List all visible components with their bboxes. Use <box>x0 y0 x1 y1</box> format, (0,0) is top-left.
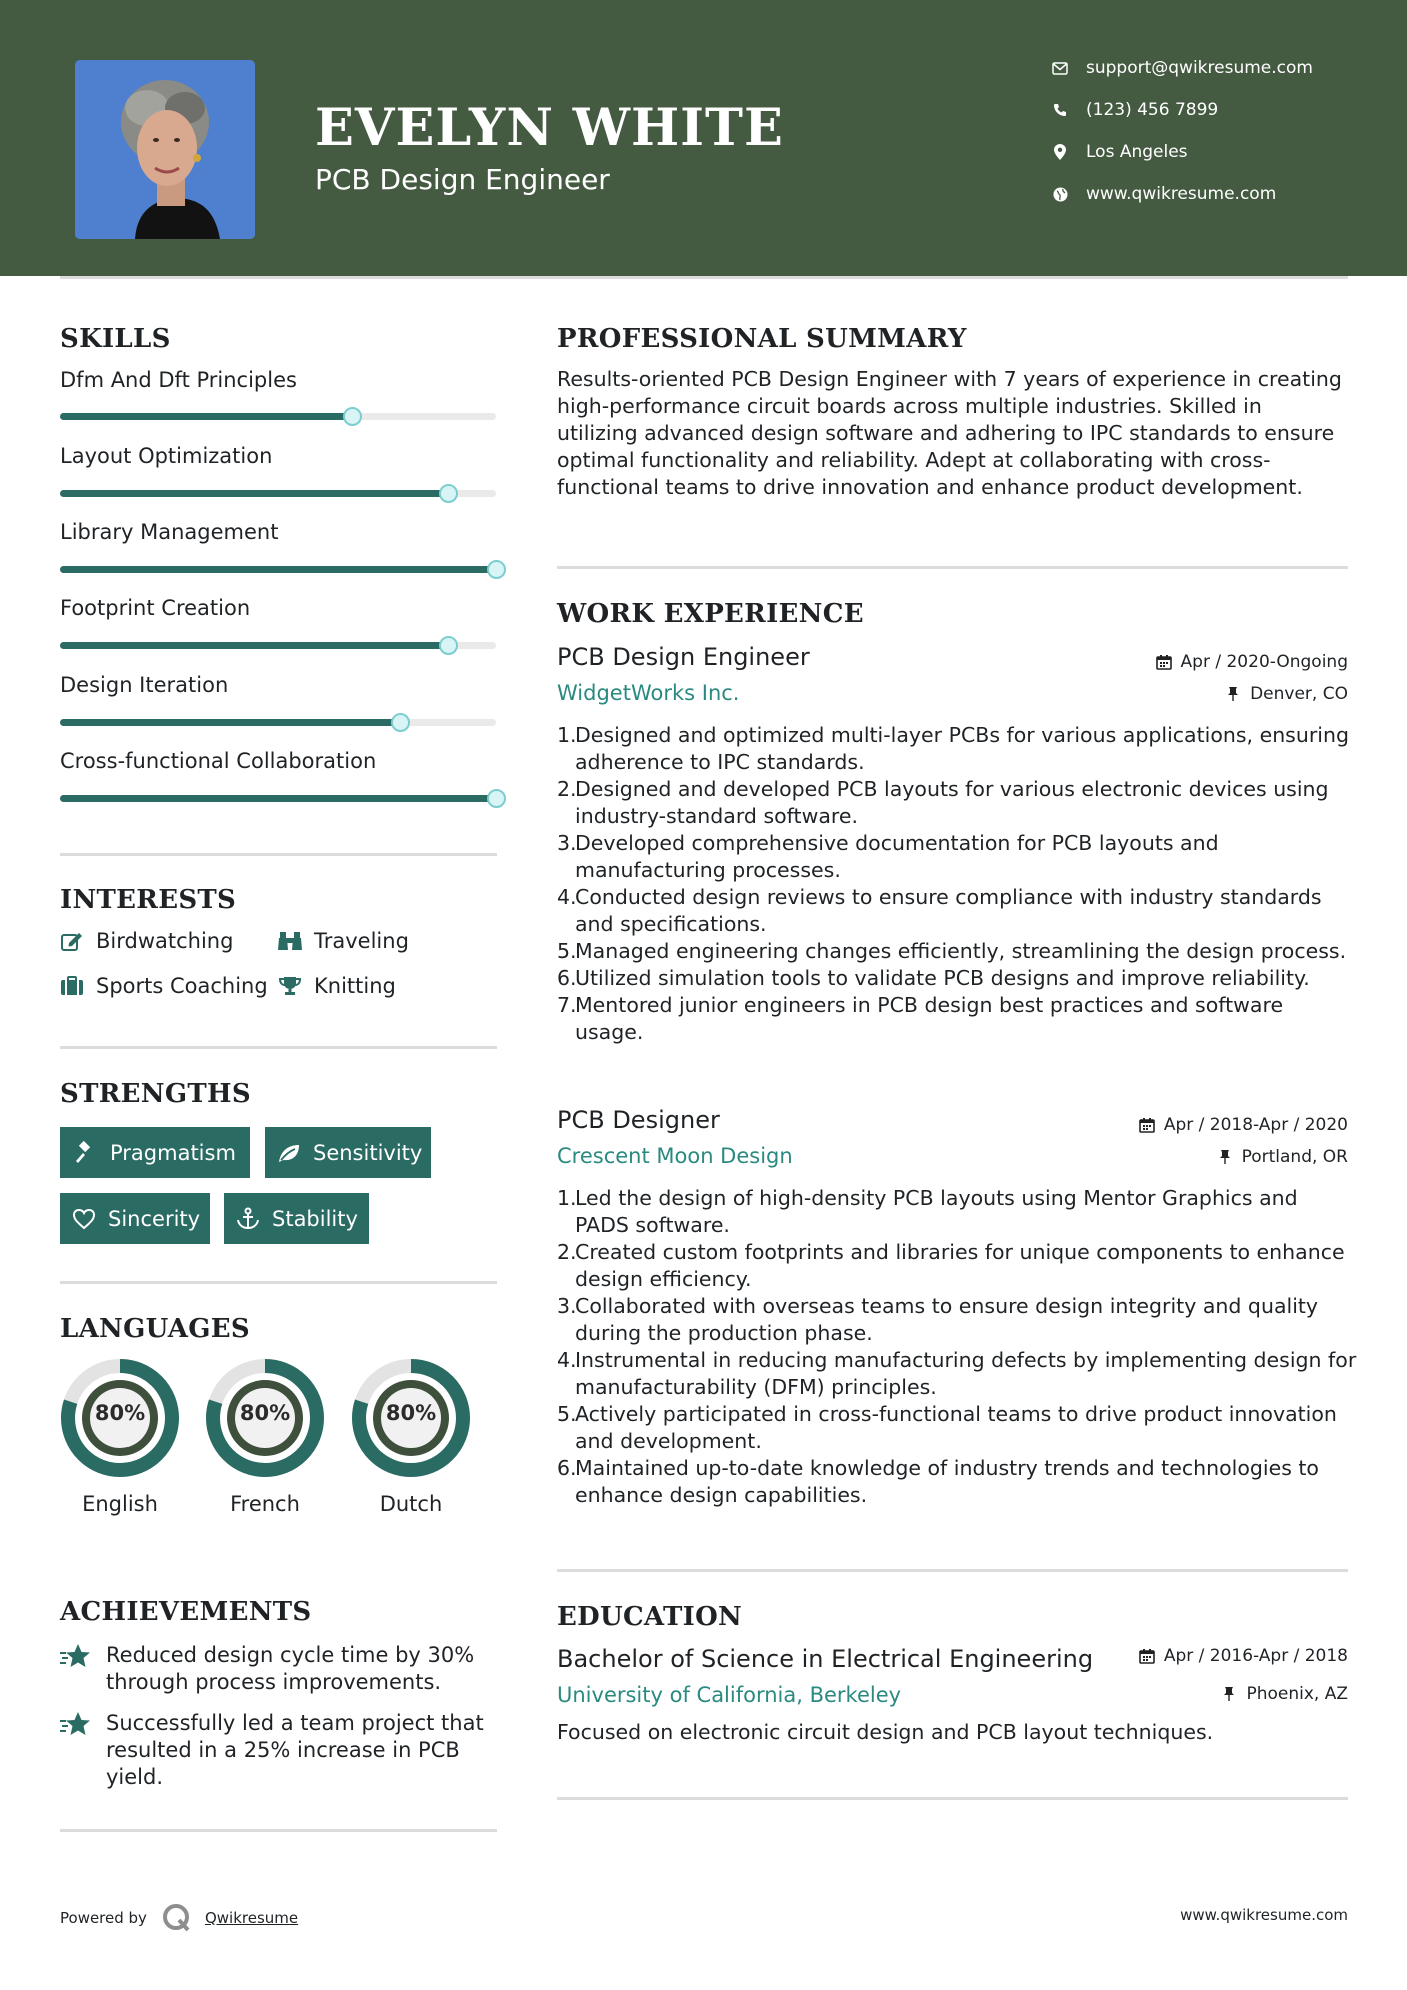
section-divider <box>557 1797 1348 1800</box>
profile-photo <box>75 60 255 239</box>
contact-email-text: support@qwikresume.com <box>1086 58 1313 78</box>
skill-bar-knob <box>487 560 506 579</box>
summary-title: PROFESSIONAL SUMMARY <box>557 324 967 354</box>
skill-bar-fill <box>60 566 496 573</box>
interest-item <box>278 929 409 953</box>
heart-icon <box>72 1206 96 1232</box>
job-title: PCB Design Engineer <box>557 643 810 671</box>
interest-item <box>278 974 396 998</box>
skill-label: Footprint Creation <box>60 596 251 620</box>
job-location <box>1224 684 1348 704</box>
skill-bar <box>60 566 496 573</box>
section-divider <box>60 853 497 856</box>
language-label: English <box>82 1492 158 1516</box>
contact-location-text: Los Angeles <box>1086 142 1188 162</box>
calendar-icon <box>1138 1116 1156 1134</box>
star-icon <box>60 1642 92 1669</box>
duty-item: 6. Utilized simulation tools to validate PCB designs and improve reliability. <box>557 966 1310 990</box>
job-company: Crescent Moon Design <box>557 1144 793 1168</box>
strengths-title: STRENGTHS <box>60 1079 251 1109</box>
duty-item: 2. Designed and developed PCB layouts for various electronic devices using industry-standard software. <box>557 777 1329 828</box>
duty-item: 2. Created custom footprints and libraries for unique components to enhance design efficiency. <box>557 1240 1345 1291</box>
skill-bar-fill <box>60 642 448 649</box>
interests-title: INTERESTS <box>60 885 237 915</box>
candidate-role: PCB Design Engineer <box>315 163 610 196</box>
job-location-text: Denver, CO <box>1250 684 1348 704</box>
achievement-item <box>60 1710 500 1791</box>
skill-bar <box>60 795 496 802</box>
language-gauge <box>204 1357 326 1479</box>
job-date <box>1138 1115 1348 1135</box>
duty-item: 6. Maintained up-to-date knowledge of industry trends and technologies to enhance design capabilities. <box>557 1456 1319 1507</box>
header-banner <box>0 0 1407 276</box>
education-degree: Bachelor of Science in Electrical Engineering <box>557 1645 1094 1673</box>
skill-label: Cross-functional Collaboration <box>60 749 377 773</box>
job-title: PCB Designer <box>557 1106 720 1134</box>
duty-item: 1. Designed and optimized multi-layer PCBs for various applications, ensuring adherence to IPC standards. <box>557 723 1349 774</box>
skill-label: Layout Optimization <box>60 444 273 468</box>
section-divider <box>60 1829 497 1832</box>
skill-bar-knob <box>487 789 506 808</box>
powered-by-text: Powered by <box>60 1909 147 1927</box>
footer-site-link[interactable]: www.qwikresume.com <box>1180 1906 1348 1924</box>
language-gauge <box>350 1357 472 1479</box>
interest-item <box>60 929 233 953</box>
contact-email[interactable] <box>1050 58 1313 78</box>
experience-title: WORK EXPERIENCE <box>557 599 864 629</box>
leaf-icon <box>277 1140 301 1166</box>
achievement-text: Reduced design cycle time by 30% through process improvements. <box>106 1643 475 1694</box>
section-divider <box>557 566 1348 569</box>
strength-label: Pragmatism <box>110 1140 236 1165</box>
language-percent: 80% <box>385 1401 437 1425</box>
job-date-text: Apr / 2018-Apr / 2020 <box>1163 1115 1348 1135</box>
duty-item: 5. Managed engineering changes efficiently, streamlining the design process. <box>557 939 1347 963</box>
strength-tag <box>60 1193 210 1244</box>
contact-website[interactable] <box>1050 184 1276 204</box>
qwikresume-logo-icon <box>161 1902 193 1934</box>
strength-tag <box>60 1127 250 1178</box>
globe-icon <box>1050 184 1070 204</box>
languages-title: LANGUAGES <box>60 1314 250 1344</box>
job-company: WidgetWorks Inc. <box>557 681 740 705</box>
skill-bar-knob <box>343 407 362 426</box>
duty-item: 5. Actively participated in cross-functional teams to drive product innovation and development. <box>557 1402 1337 1453</box>
interest-label: Knitting <box>314 974 396 998</box>
envelope-icon <box>1050 58 1070 78</box>
job-location <box>1216 1147 1348 1167</box>
trophy-icon <box>278 974 302 998</box>
job-duties <box>557 1185 1357 1509</box>
calendar-icon <box>1155 653 1173 671</box>
language-label: Dutch <box>379 1492 443 1516</box>
skill-bar-knob <box>439 484 458 503</box>
duty-item: 1. Led the design of high-density PCB layouts using Mentor Graphics and PADS software. <box>557 1186 1298 1237</box>
skill-bar-fill <box>60 795 496 802</box>
skill-bar <box>60 490 496 497</box>
strength-tag <box>265 1127 431 1178</box>
gavel-icon <box>72 1140 98 1166</box>
job-duties <box>557 722 1357 1046</box>
skill-label: Dfm And Dft Principles <box>60 368 297 392</box>
duty-item: 3. Collaborated with overseas teams to ensure design integrity and quality during the production phase. <box>557 1294 1319 1345</box>
achievement-text: Successfully led a team project that resulted in a 25% increase in PCB yield. <box>106 1711 484 1789</box>
skill-bar-fill <box>60 413 352 420</box>
skill-bar <box>60 642 496 649</box>
calendar-icon <box>1138 1647 1156 1665</box>
summary-text: Results-oriented PCB Design Engineer with 7 years of experience in creating high-performance circuit boards across multiple industries. Skilled in utilizing advanced design software and adhering to IPC standards to ensure optimal functionality and reliability. Adept at collaborating with cross-functional teams to drive innovation and enhance product development. <box>557 367 1342 499</box>
skill-label: Design Iteration <box>60 673 229 697</box>
language-gauge <box>59 1357 181 1479</box>
language-label: French <box>230 1492 300 1516</box>
interest-label: Birdwatching <box>96 929 234 953</box>
strength-label: Sincerity <box>108 1206 201 1231</box>
contact-website-text: www.qwikresume.com <box>1086 184 1277 204</box>
pushpin-icon <box>1220 1685 1238 1703</box>
candidate-name: EVELYN WHITE <box>315 98 784 158</box>
qwikresume-link[interactable]: Qwikresume <box>204 1909 299 1927</box>
duty-item: 3. Developed comprehensive documentation for PCB layouts and manufacturing processes. <box>557 831 1219 882</box>
job-location-text: Portland, OR <box>1241 1147 1348 1167</box>
duty-item: 4. Conducted design reviews to ensure compliance with industry standards and specifications. <box>557 885 1322 936</box>
header-divider <box>60 276 1348 279</box>
skill-bar <box>60 719 496 726</box>
achievement-item <box>60 1642 500 1696</box>
anchor-icon <box>236 1206 260 1232</box>
job-date <box>1155 652 1348 672</box>
phone-icon <box>1050 100 1070 120</box>
skill-bar-knob <box>391 713 410 732</box>
job-date-text: Apr / 2020-Ongoing <box>1180 652 1348 672</box>
interest-item <box>60 974 268 998</box>
contact-phone-text: (123) 456 7899 <box>1086 100 1219 120</box>
education-title: EDUCATION <box>557 1602 743 1632</box>
strength-label: Stability <box>272 1206 358 1231</box>
pencil-square-icon <box>60 929 84 953</box>
skill-bar <box>60 413 496 420</box>
section-divider <box>557 1569 1348 1572</box>
briefcase-icon <box>60 974 84 998</box>
education-location <box>1220 1684 1348 1704</box>
education-description: Focused on electronic circuit design and PCB layout techniques. <box>557 1720 1214 1744</box>
skill-bar-fill <box>60 719 400 726</box>
language-percent: 80% <box>239 1401 291 1425</box>
duty-item: 4. Instrumental in reducing manufacturing defects by implementing design for manufacturability (DFM) principles. <box>557 1348 1357 1399</box>
section-divider <box>60 1046 497 1049</box>
interest-label: Sports Coaching <box>96 974 268 998</box>
skills-title: SKILLS <box>60 324 171 354</box>
education-date <box>1138 1646 1348 1666</box>
duty-item: 7. Mentored junior engineers in PCB design best practices and software usage. <box>557 993 1284 1044</box>
section-divider <box>60 1281 497 1284</box>
footer-powered-by <box>60 1902 298 1934</box>
pushpin-icon <box>1224 685 1242 703</box>
strength-label: Sensitivity <box>313 1140 423 1165</box>
education-location-text: Phoenix, AZ <box>1246 1684 1348 1704</box>
star-icon <box>60 1710 92 1737</box>
contact-location <box>1050 142 1188 162</box>
education-school: University of California, Berkeley <box>557 1683 902 1707</box>
achievements-title: ACHIEVEMENTS <box>60 1597 312 1627</box>
language-percent: 80% <box>94 1401 146 1425</box>
education-date-text: Apr / 2016-Apr / 2018 <box>1163 1646 1348 1666</box>
skill-bar-fill <box>60 490 448 497</box>
skill-bar-knob <box>439 636 458 655</box>
binoculars-icon <box>278 929 302 953</box>
strength-tag <box>224 1193 369 1244</box>
pushpin-icon <box>1216 1148 1234 1166</box>
skill-label: Library Management <box>60 520 279 544</box>
interest-label: Traveling <box>314 929 409 953</box>
map-marker-icon <box>1050 142 1070 162</box>
contact-phone[interactable] <box>1050 100 1218 120</box>
